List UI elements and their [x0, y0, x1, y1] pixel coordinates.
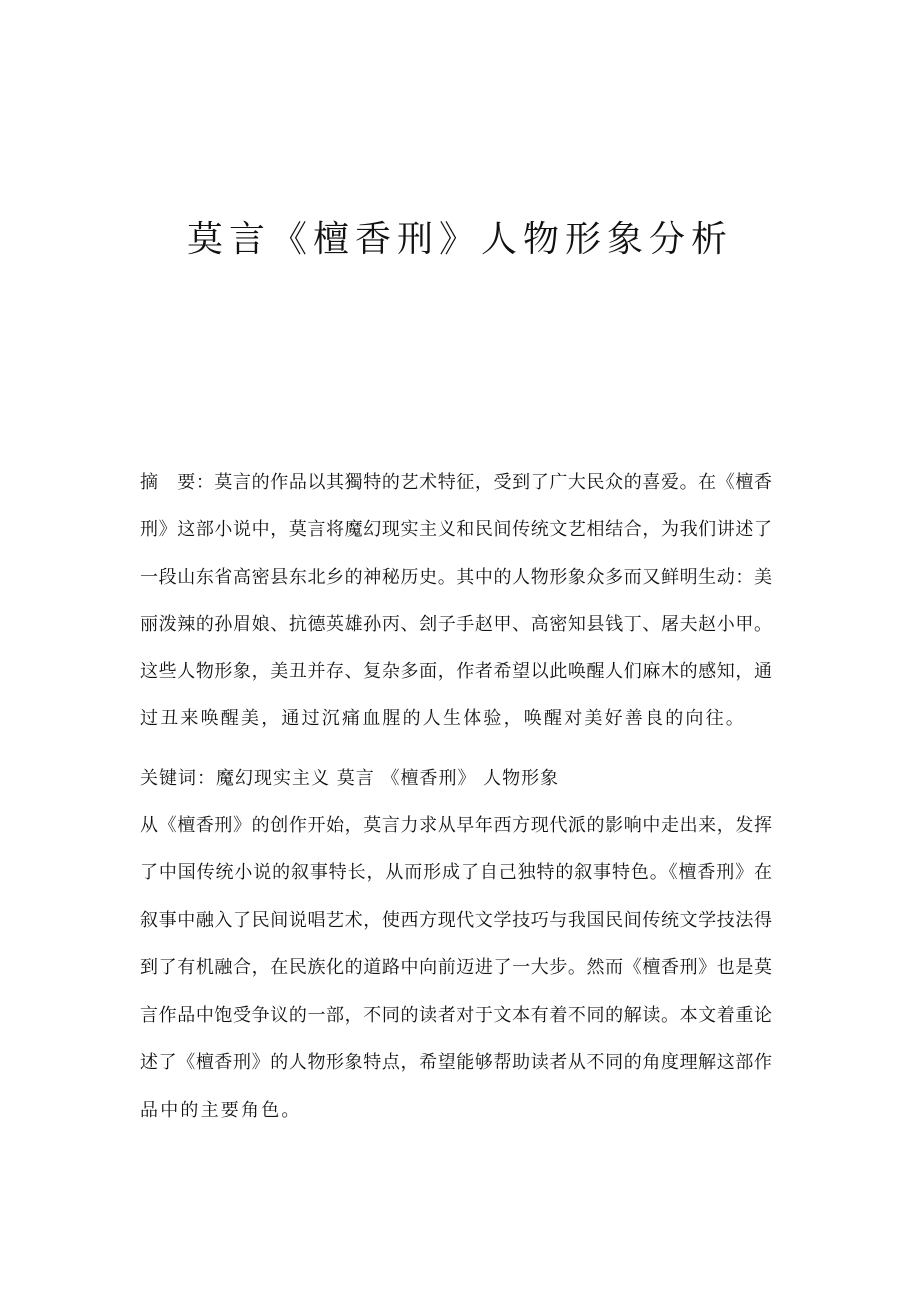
body-line: 品中的主要角色。	[140, 1100, 302, 1121]
body-line: 述了《檀香刑》的人物形象特点，希望能够帮助读者从不同的角度理解这部作	[140, 1052, 772, 1073]
document-title: 莫言《檀香刑》人物形象分析	[186, 219, 733, 260]
body-line: 叙事中融入了民间说唱艺术，使西方现代文学技巧与我国民间传统文学技法得	[140, 910, 772, 931]
abstract-line: 过丑来唤醒美，通过沉痛血腥的人生体验，唤醒对美好善良的向往。	[140, 708, 746, 729]
body-line: 到了有机融合，在民族化的道路中向前迈进了一大步。然而《檀香刑》也是莫	[140, 957, 772, 978]
abstract-line: 一段山东省高密县东北乡的神秘历史。其中的人物形象众多而又鲜明生动：美	[140, 567, 772, 588]
body-line: 言作品中饱受争议的一部，不同的读者对于文本有着不同的解读。本文着重论	[140, 1005, 772, 1026]
keywords: 关键词：魔幻现实主义 莫言 《檀香刑》 人物形象	[140, 768, 560, 789]
body-line: 了中国传统小说的叙事特长，从而形成了自己独特的叙事特色。《檀香刑》在	[140, 862, 772, 883]
abstract-line: 这些人物形象，美丑并存、复杂多面，作者希望以此唤醒人们麻木的感知，通	[140, 661, 772, 682]
abstract-line: 丽泼辣的孙眉娘、抗德英雄孙丙、刽子手赵甲、高密知县钱丁、屠夫赵小甲。	[140, 614, 772, 635]
body-line: 从《檀香刑》的创作开始，莫言力求从早年西方现代派的影响中走出来，发挥	[140, 815, 772, 836]
abstract-line: 刑》这部小说中，莫言将魔幻现实主义和民间传统文艺相结合，为我们讲述了	[140, 519, 772, 540]
abstract-line: 摘 要：莫言的作品以其獨特的艺术特征，受到了广大民众的喜爱。在《檀香	[140, 472, 772, 493]
